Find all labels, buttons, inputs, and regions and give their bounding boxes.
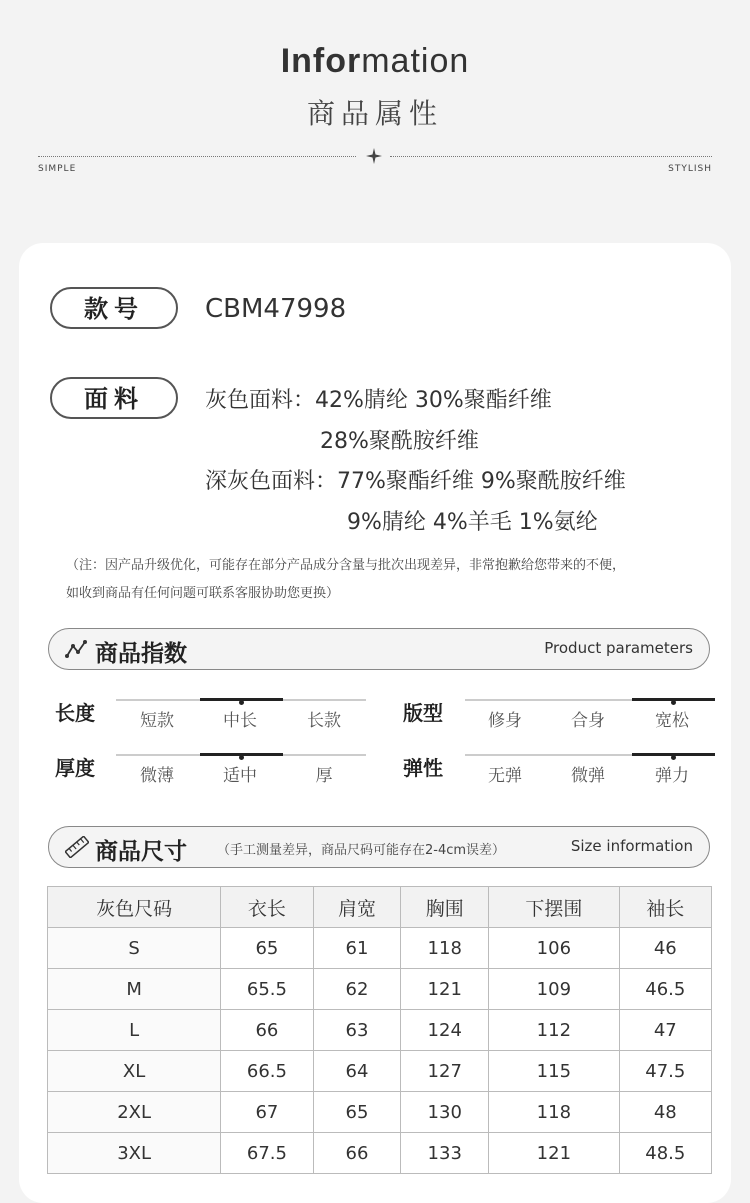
table-cell: 46.5 <box>619 969 711 1010</box>
table-cell: 65.5 <box>221 969 313 1010</box>
table-cell: L <box>48 1010 221 1051</box>
table-header-cell: 下摆围 <box>489 887 619 928</box>
table-cell: S <box>48 928 221 969</box>
table-cell: 66 <box>221 1010 313 1051</box>
param-marker-elasticity <box>671 755 676 760</box>
table-cell: 130 <box>401 1092 489 1133</box>
params-header-bar <box>48 628 710 670</box>
table-cell: M <box>48 969 221 1010</box>
table-cell: 2XL <box>48 1092 221 1133</box>
table-cell: 47.5 <box>619 1051 711 1092</box>
table-cell: 67 <box>221 1092 313 1133</box>
table-row <box>48 1133 712 1174</box>
fabric-line: 深灰色面料：77%聚酯纤维 9%聚酰胺纤维 <box>205 469 626 494</box>
table-cell: 61 <box>313 928 401 969</box>
table-row <box>48 928 712 969</box>
size-table <box>47 886 712 1174</box>
page-title <box>0 42 750 81</box>
divider-right <box>390 156 712 157</box>
param-marker-fit <box>671 700 676 705</box>
param-option: 弹力 <box>655 766 689 786</box>
fabric-note: （注：因产品升级优化，可能存在部分产品成分含量与批次出现差异，非常抱歉给您带来的不便， <box>66 558 626 573</box>
trend-line-icon <box>65 638 89 660</box>
param-label-length: 长度 <box>55 701 95 725</box>
table-cell: 66.5 <box>221 1051 313 1092</box>
params-title: 商品指数 <box>95 641 187 667</box>
param-option: 长款 <box>307 711 341 731</box>
table-cell: 121 <box>401 969 489 1010</box>
divider-left <box>38 156 356 157</box>
param-label-thickness: 厚度 <box>55 756 95 780</box>
param-option: 修身 <box>488 711 522 731</box>
table-header-row <box>48 887 712 928</box>
table-cell: 47 <box>619 1010 711 1051</box>
table-cell: 64 <box>313 1051 401 1092</box>
table-cell: 127 <box>401 1051 489 1092</box>
page-subtitle: 商品属性 <box>306 97 443 130</box>
table-cell: 109 <box>489 969 619 1010</box>
table-cell: XL <box>48 1051 221 1092</box>
table-cell: 118 <box>489 1092 619 1133</box>
table-cell: 124 <box>401 1010 489 1051</box>
param-label-elasticity: 弹性 <box>403 756 443 780</box>
table-cell: 48.5 <box>619 1133 711 1174</box>
param-marker-length <box>239 700 244 705</box>
table-header-cell: 肩宽 <box>313 887 401 928</box>
table-cell: 3XL <box>48 1133 221 1174</box>
size-header-bar <box>48 826 710 868</box>
table-cell: 118 <box>401 928 489 969</box>
table-cell: 106 <box>489 928 619 969</box>
stylish-tag: STYLISH <box>668 164 712 174</box>
table-cell: 115 <box>489 1051 619 1092</box>
table-cell: 65 <box>313 1092 401 1133</box>
param-option: 微薄 <box>140 766 174 786</box>
table-header-cell: 胸围 <box>401 887 489 928</box>
param-label-fit: 版型 <box>403 701 443 725</box>
param-option: 厚 <box>315 766 333 786</box>
size-title: 商品尺寸 <box>95 839 187 865</box>
table-row <box>48 969 712 1010</box>
cross-ornament-icon <box>365 147 383 165</box>
table-cell: 63 <box>313 1010 401 1051</box>
param-option: 宽松 <box>655 711 689 731</box>
table-cell: 112 <box>489 1010 619 1051</box>
title-rest-part: mation <box>361 42 470 80</box>
table-header-cell: 灰色尺码 <box>48 887 221 928</box>
table-row <box>48 1010 712 1051</box>
table-cell: 133 <box>401 1133 489 1174</box>
param-option: 中长 <box>223 711 257 731</box>
size-note: （手工测量差异，商品尺码可能存在2-4cm误差） <box>217 843 506 858</box>
param-option: 合身 <box>571 711 605 731</box>
size-title-en: Size information <box>570 837 693 855</box>
table-cell: 66 <box>313 1133 401 1174</box>
table-cell: 121 <box>489 1133 619 1174</box>
table-cell: 62 <box>313 969 401 1010</box>
params-title-en: Product parameters <box>544 639 693 657</box>
table-cell: 65 <box>221 928 313 969</box>
table-header-cell: 袖长 <box>619 887 711 928</box>
title-bold-part: Infor <box>280 42 362 80</box>
table-cell: 48 <box>619 1092 711 1133</box>
table-row <box>48 1051 712 1092</box>
ruler-icon <box>65 836 89 858</box>
style-number-label: 款号 <box>50 287 178 329</box>
fabric-line: 灰色面料：42%腈纶 30%聚酯纤维 <box>205 388 552 413</box>
param-option: 无弹 <box>488 766 522 786</box>
table-cell: 46 <box>619 928 711 969</box>
table-row <box>48 1092 712 1133</box>
param-marker-thickness <box>239 755 244 760</box>
table-header-cell: 衣长 <box>221 887 313 928</box>
param-option: 短款 <box>140 711 174 731</box>
simple-tag: SIMPLE <box>38 164 77 174</box>
fabric-line: 9%腈纶 4%羊毛 1%氨纶 <box>347 510 598 535</box>
fabric-line: 28%聚酰胺纤维 <box>320 429 479 454</box>
fabric-note: 如收到商品有任何问题可联系客服协助您更换） <box>66 586 340 601</box>
param-option: 微弹 <box>571 766 605 786</box>
style-number-value: CBM47998 <box>205 294 347 324</box>
table-cell: 67.5 <box>221 1133 313 1174</box>
param-option: 适中 <box>223 766 257 786</box>
fabric-label: 面料 <box>50 377 178 419</box>
